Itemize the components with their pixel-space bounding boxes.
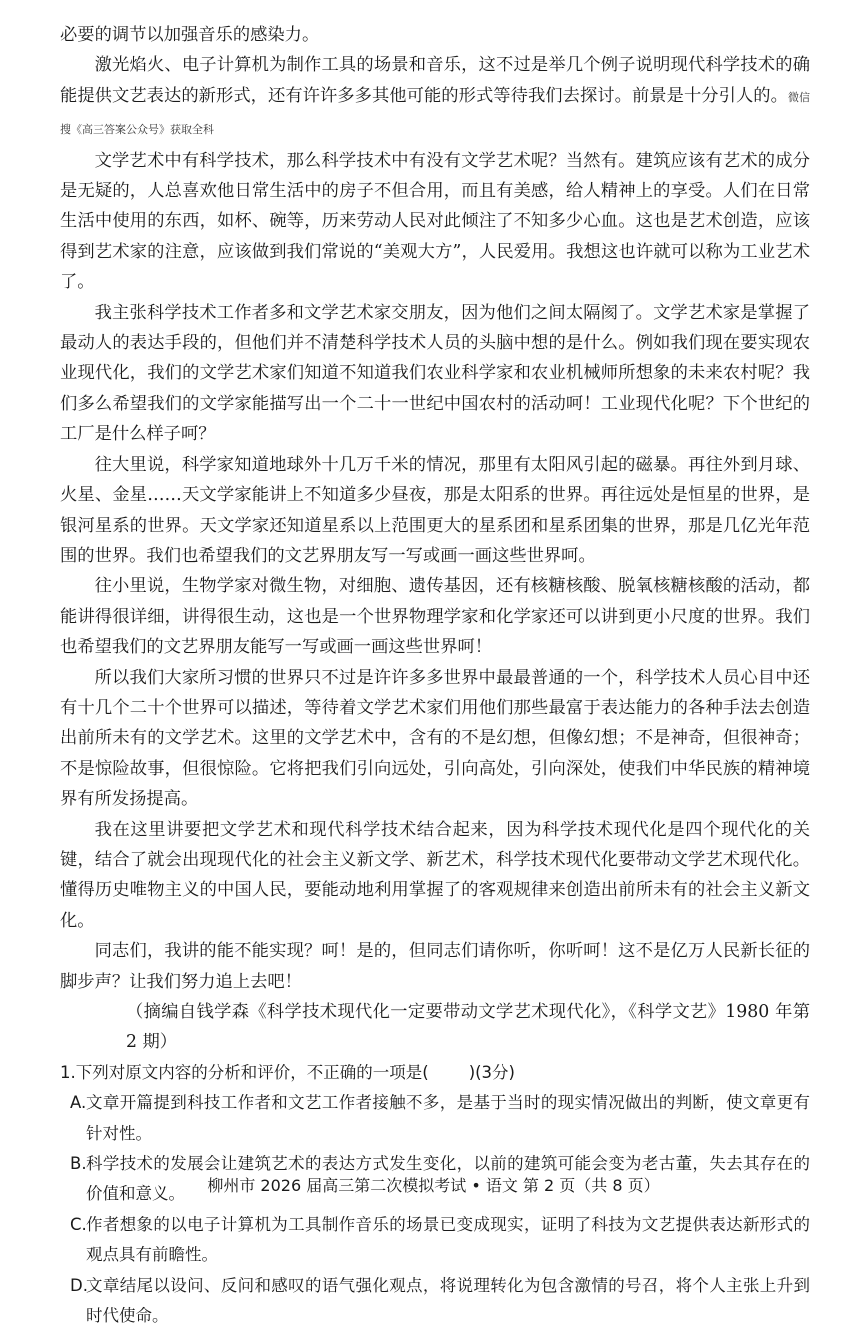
option-text: 作者想象的以电子计算机为工具制作音乐的场景已变成现实，证明了科技为文艺提供表达新形式的观点具有前瞻性。 xyxy=(86,1214,810,1265)
option-letter: C. xyxy=(70,1214,87,1234)
article-paragraph: 所以我们大家所习惯的世界只不过是许许多多世界中最最普通的一个，科学技术人员心目中还有十几个二十个世界可以描述，等待着文学艺术家们用他们那些最富于表达能力的各种手法去创造出前所未有的文学艺术。这里的文学艺术中，含有的不是幻想，但像幻想；不是神奇，但很神奇；不是惊险故事，但很惊险。它将把我们引向远处，引向高处，引向深处，使我们中华民族的精神境界有所发扬提高。 xyxy=(60,667,810,810)
article-paragraph xyxy=(60,50,810,145)
article-paragraph: 往小里说，生物学家对微生物，对细胞、遗传基因，还有核糖核酸、脱氧核糖核酸的活动，都能讲得很详细，讲得很生动，这也是一个世界物理学家和化学家还可以讲到更小尺度的世界。我们也希望我们的文艺界朋友能写一写或画一画这些世界呵！ xyxy=(60,576,810,658)
article-paragraph-text: 激光焰火、电子计算机为制作工具的场景和音乐，这不过是举几个例子说明现代科学技术的确能提供文艺表达的新形式，还有许许多多其他可能的形式等待我们去探讨。前景是十分引人的。 xyxy=(60,55,810,106)
option-a xyxy=(60,1088,810,1149)
article-paragraph: 文学艺术中有科学技术，那么科学技术中有没有文学艺术呢？当然有。建筑应该有艺术的成分是无疑的，人总喜欢他日常生活中的房子不但合用，而且有美感，给人精神上的享受。人们在日常生活中使用的东西，如杯、碗等，历来劳动人民对此倾注了不知多少心血。这也是艺术创造，应该得到艺术家的注意，应该做到我们常说的“美观大方”，人民爱用。我想这也许就可以称为工业艺术了。 xyxy=(60,150,810,293)
article-paragraph: 必要的调节以加强音乐的感染力。 xyxy=(60,25,320,45)
option-text: 文章开篇提到科技工作者和文艺工作者接触不多，是基于当时的现实情况做出的判断，使文章更有针对性。 xyxy=(86,1093,810,1143)
option-letter: D. xyxy=(70,1275,88,1295)
page-footer: 柳州市 2026 届高三第二次模拟考试 • 语文 第 2 页（共 8 页） xyxy=(207,1176,660,1195)
article-paragraph: 我在这里讲要把文学艺术和现代科学技术结合起来，因为科学技术现代化是四个现代化的关键，结合了就会出现现代化的社会主义新文学、新艺术，科学技术现代化要带动文学艺术现代化。懂得历史唯物主义的中国人民，要能动地利用掌握了的客观规律来创造出前所未有的社会主义新文化。 xyxy=(60,819,810,931)
option-text: 科学技术的发展会让建筑艺术的表达方式发生变化，以前的建筑可能会变为老古董，失去其存在的价值和意义。 xyxy=(86,1154,810,1204)
watermark-note: 微信搜《高三答案公众号》获取全科 xyxy=(60,90,810,137)
option-d xyxy=(60,1271,810,1331)
article-paragraph: 同志们，我讲的能不能实现？呵！是的，但同志们请你听，你听呵！这不是亿万人民新长征的脚步声？让我们努力追上去吧！ xyxy=(60,941,810,992)
exam-page xyxy=(60,20,810,1331)
article-paragraph: 我主张科学技术工作者多和文学艺术家交朋友，因为他们之间太隔阂了。文学艺术家是掌握了最动人的表达手段的，但他们并不清楚科学技术人员的头脑中想的是什么。例如我们现在要实现农业现代化，我们的文学艺术家们知道不知道我们农业科学家和农业机械师所想象的未来农村呢？我们多么希望我们的文学家能描写出一个二十一世纪中国农村的活动呵！工业现代化呢？下个世纪的工厂是什么样子呵？ xyxy=(60,302,810,445)
option-text: 文章结尾以设问、反问和感叹的语气强化观点，将说理转化为包含激情的号召，将个人主张上升到时代使命。 xyxy=(86,1275,810,1326)
question-score: )(3分) xyxy=(468,1062,515,1082)
article-paragraph: 往大里说，科学家知道地球外十几万千米的情况，那里有太阳风引起的磁暴。再往外到月球、火星、金星……天文学家能讲上不知道多少昼夜，那是太阳系的世界。再往远处是恒星的世界，是银河星系的世界。天文学家还知道星系以上范围更大的星系团和星系团集的世界，那是几亿光年范围的世界。我们也希望我们的文艺界朋友写一写或画一画这些世界呵。 xyxy=(60,454,810,566)
option-letter: B. xyxy=(70,1154,87,1174)
option-letter: A. xyxy=(70,1093,87,1113)
question-stem xyxy=(60,1058,810,1088)
option-c xyxy=(60,1210,810,1271)
question-stem-text: 1.下列对原文内容的分析和评价，不正确的一项是( xyxy=(60,1062,429,1082)
source-citation: （摘编自钱学森《科学技术现代化一定要带动文学艺术现代化》，《科学文艺》1980 年第 2 期） xyxy=(126,1002,810,1053)
